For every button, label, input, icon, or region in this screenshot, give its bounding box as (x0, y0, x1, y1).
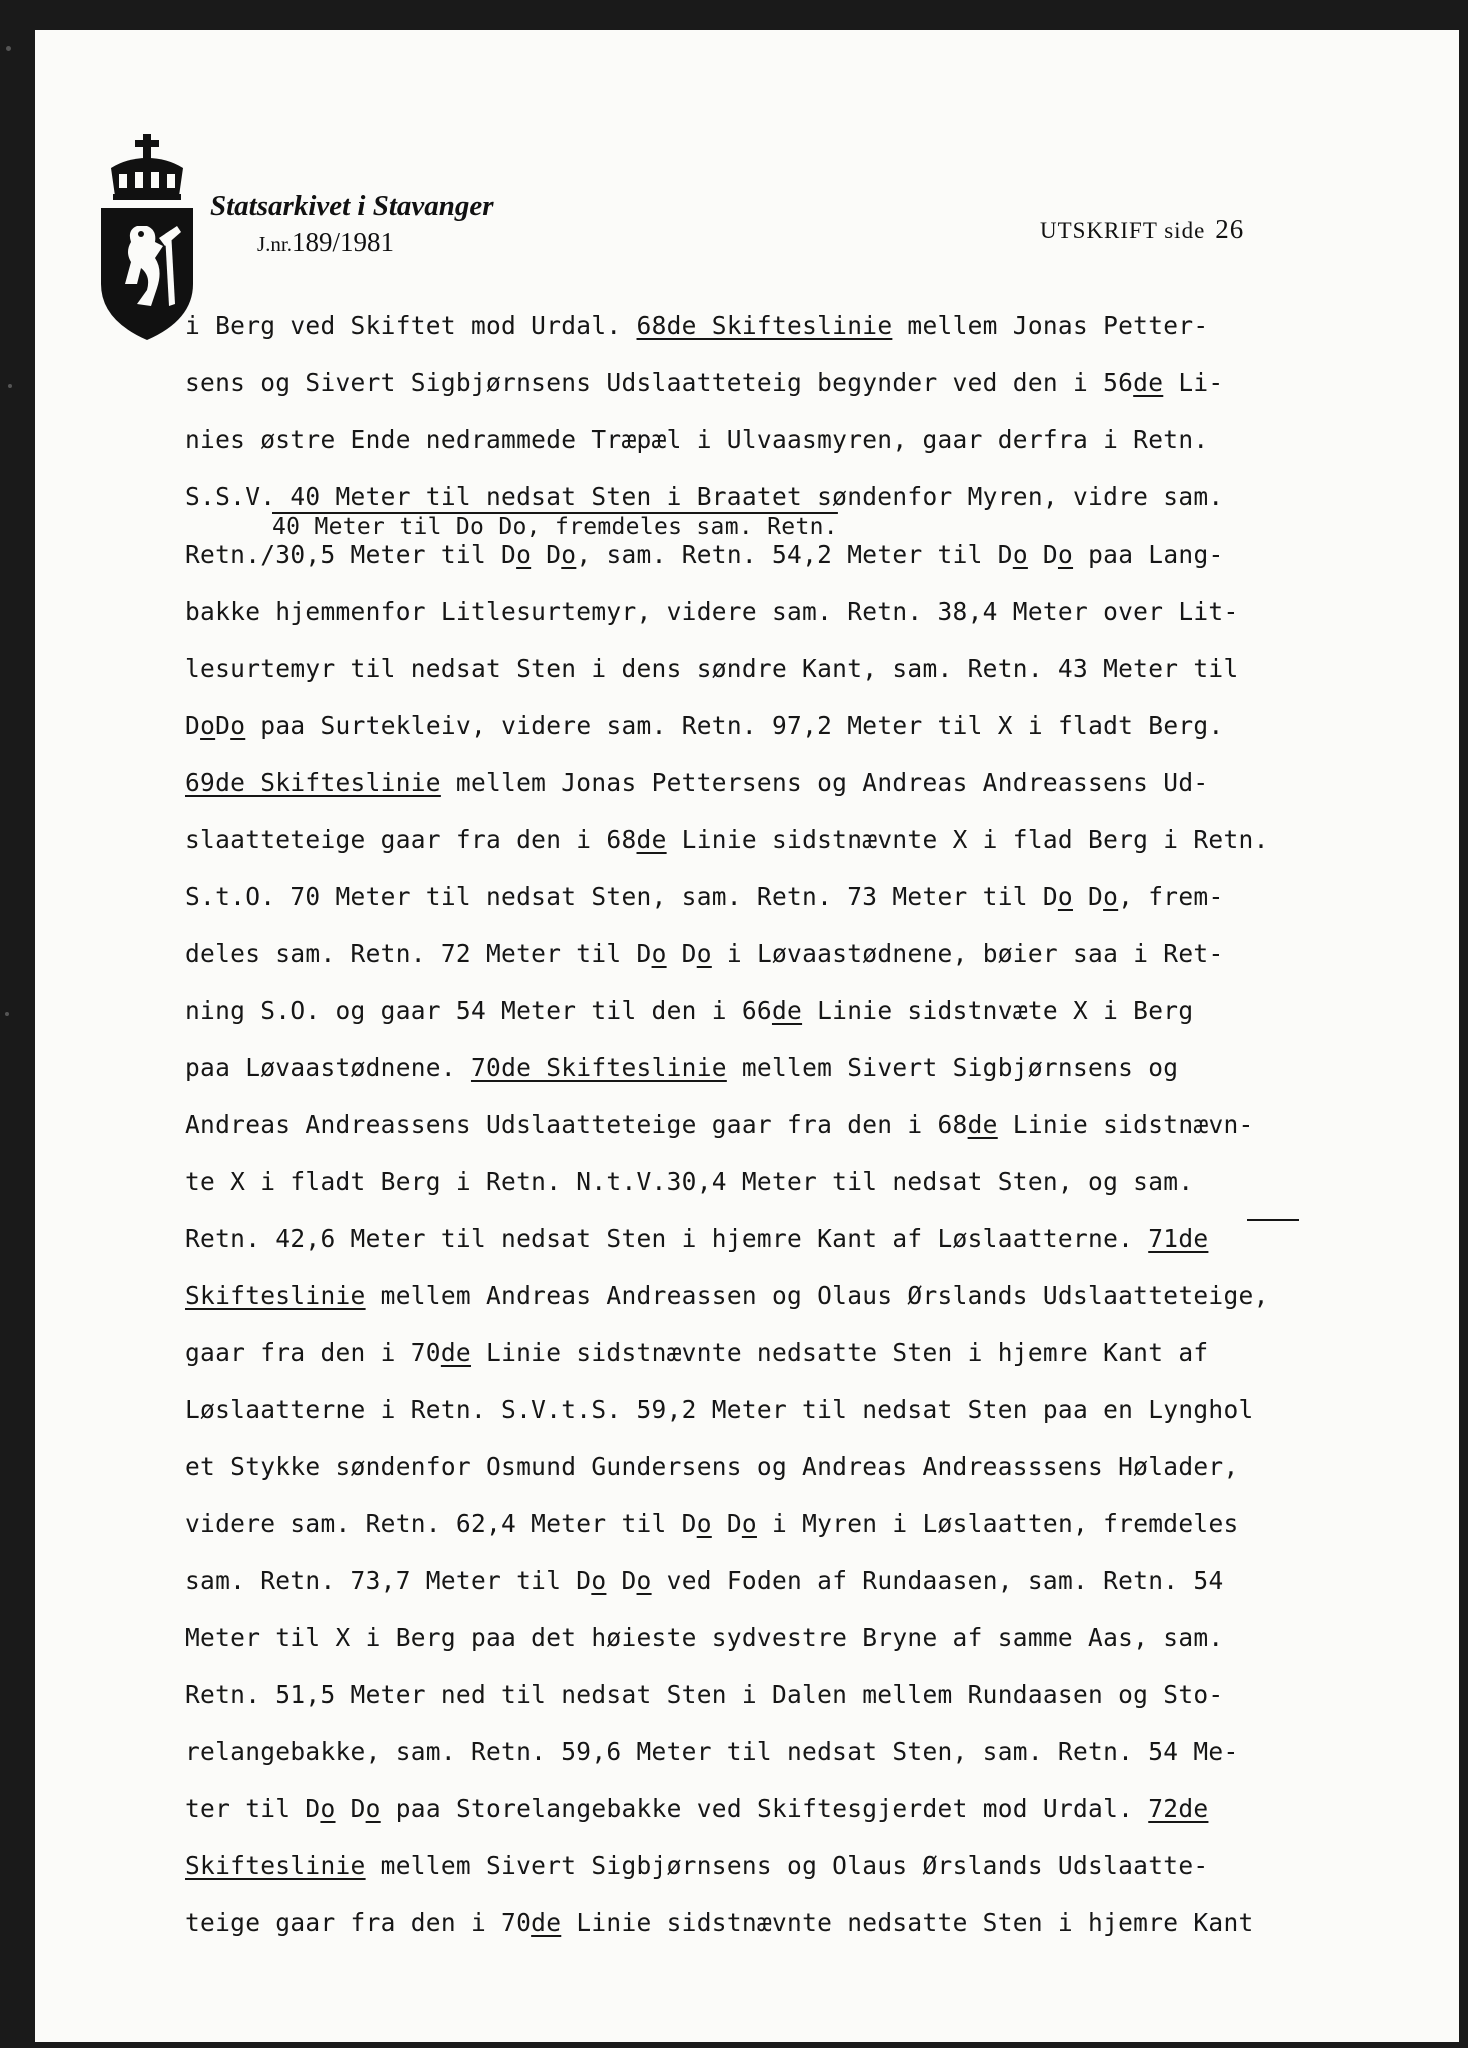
underlined-text: o (696, 939, 712, 968)
journal-label: J.nr. (257, 232, 293, 256)
inserted-text: 40 Meter til Do Do, fremdeles sam. Retn. (272, 514, 838, 540)
text-line (185, 1452, 1239, 1481)
scan-speck (6, 46, 11, 51)
underlined-text: de (440, 1338, 471, 1367)
text-line (185, 1053, 1178, 1082)
underline-mark (1247, 1219, 1299, 1221)
text-segment: , frem- (1118, 882, 1224, 911)
archive-name: Statsarkivet i Stavanger (210, 190, 494, 222)
text-line (185, 425, 1208, 454)
text-segment: D (531, 540, 562, 569)
text-line (185, 311, 1208, 340)
text-line (185, 1509, 1239, 1538)
text-segment: ter til D (185, 1794, 321, 1823)
text-segment: Retn./30,5 Meter til D (185, 540, 517, 569)
text-segment: D (215, 711, 231, 740)
journal-number: 189/1981 (292, 227, 395, 257)
underlined-text: o (230, 711, 246, 740)
text-segment: Linie sidstnævnte nedsatte Sten i hjemre Kant (561, 1908, 1254, 1937)
text-segment: mellem Jonas Petter- (892, 311, 1209, 340)
text-line (185, 1737, 1239, 1766)
underlined-text: o (636, 1566, 652, 1595)
underlined-text: 68de Skifteslinie (636, 311, 893, 340)
text-line (185, 1794, 1208, 1823)
underlined-text: o (1057, 540, 1074, 569)
underlined-text: Skifteslinie (185, 1281, 366, 1310)
text-line (185, 368, 1223, 397)
text-segment: D (606, 1566, 637, 1595)
text-segment: Retn. 42,6 Meter til nedsat Sten i hjemre Kant af Løslaatterne. (185, 1224, 1149, 1253)
text-line (272, 514, 838, 540)
text-segment: et Stykke søndenfor Osmund Gundersens og Andreas Andreasssens Hølader, (185, 1452, 1239, 1481)
underlined-text: o (741, 1509, 757, 1538)
text-line (185, 711, 1224, 740)
text-segment: bakke hjemmenfor Litlesurtemyr, videre sam. Retn. 38,4 Meter over Lit- (185, 597, 1239, 626)
text-line (185, 1110, 1254, 1139)
text-segment: relangebakke, sam. Retn. 59,6 Meter til nedsat Sten, sam. Retn. 54 Me- (185, 1737, 1239, 1766)
text-line (185, 540, 1224, 569)
text-segment: D (1027, 540, 1058, 569)
scan-speck (8, 384, 12, 388)
text-segment: sam. Retn. 73,7 Meter til D (185, 1566, 592, 1595)
underlined-text: o (320, 1794, 336, 1823)
text-segment: Løslaatterne i Retn. S.V.t.S. 59,2 Meter til nedsat Sten paa en Lynghol (185, 1395, 1254, 1424)
text-segment: Linie sidstnævnte nedsatte Sten i hjemre Kant af (470, 1338, 1209, 1367)
text-segment: teige gaar fra den i 70 (185, 1908, 532, 1937)
underlined-text: de (771, 996, 803, 1025)
text-line (185, 882, 1224, 911)
text-segment: Li- (1163, 368, 1224, 397)
text-line (185, 1623, 1223, 1652)
underlined-text: 70de Skifteslinie (470, 1053, 727, 1082)
underlined-text: de (967, 1110, 998, 1139)
scan-speck (5, 1012, 9, 1016)
text-segment: Retn. 51,5 Meter ned til nedsat Sten i Dalen mellem Rundaasen og Sto- (185, 1680, 1224, 1709)
underlined-text: de (531, 1908, 562, 1937)
text-line (185, 1566, 1224, 1595)
underlined-text: o (365, 1794, 381, 1823)
text-segment: i Myren i Løslaatten, fremdeles (756, 1509, 1239, 1538)
text-line (185, 482, 1223, 511)
underlined-text: de (1133, 368, 1164, 397)
text-segment: mellem Jonas Pettersens og Andreas Andreassens Ud- (440, 768, 1209, 797)
text-line (185, 597, 1239, 626)
text-segment: D (1072, 882, 1104, 911)
underlined-text: 69de Skifteslinie (185, 768, 441, 797)
text-segment: paa Løvaastødnene. (185, 1053, 471, 1082)
text-segment: Andreas Andreassens Udslaatteteige gaar fra den i 68 (185, 1110, 968, 1139)
text-segment: D (185, 711, 201, 740)
underlined-text: o (1057, 882, 1073, 911)
text-line (185, 825, 1269, 854)
underlined-text: o (516, 540, 532, 569)
text-line (185, 768, 1208, 797)
text-segment: videre sam. Retn. 62,4 Meter til D (185, 1509, 697, 1538)
letterhead (35, 30, 1459, 330)
underlined-text: 72de (1148, 1794, 1209, 1823)
text-segment: paa Lang- (1073, 540, 1224, 569)
text-segment: mellem Andreas Andreassen og Olaus Ørslands Udslaatteteige, (365, 1281, 1269, 1310)
text-segment: gaar fra den i 70 (185, 1338, 441, 1367)
text-segment: Linie sidstnævn- (997, 1110, 1254, 1139)
text-segment: D (335, 1794, 366, 1823)
document-page (35, 30, 1459, 2042)
text-line (185, 1851, 1208, 1880)
text-segment: paa Storelangebakke ved Skiftesgjerdet mod Urdal. (380, 1794, 1149, 1823)
underlined-text: o (1103, 882, 1119, 911)
text-segment: D (666, 939, 697, 968)
underlined-text: o (591, 1566, 607, 1595)
underlined-text: o (561, 540, 577, 569)
text-segment: nies østre Ende nedrammede Træpæl i Ulvaasmyren, gaar derfra i Retn. (185, 425, 1209, 454)
text-line (185, 1680, 1223, 1709)
text-line (185, 996, 1193, 1025)
text-line (185, 1281, 1269, 1310)
coat-of-arms-icon (97, 134, 197, 344)
text-segment: Linie sidstnvæte X i Berg (802, 996, 1194, 1025)
text-segment: slaatteteige gaar fra den i 68 (185, 825, 637, 854)
text-segment: S.S.V. 40 Meter til nedsat Sten i Braatet søndenfor Myren, vidre sam. (185, 482, 1224, 511)
text-segment: ning S.O. og gaar 54 Meter til den i 66 (185, 996, 772, 1025)
text-segment: S.t.O. 70 Meter til nedsat Sten, sam. Retn. 73 Meter til D (185, 882, 1058, 911)
text-line (185, 939, 1224, 968)
underlined-text: Skifteslinie (185, 1851, 366, 1880)
text-segment: mellem Sivert Sigbjørnsens og Olaus Ørslands Udslaatte- (365, 1851, 1209, 1880)
utskrift-line (1040, 214, 1244, 245)
underlined-text: o (200, 711, 216, 740)
text-segment: i Løvaastødnene, bøier saa i Ret- (711, 939, 1224, 968)
text-line (185, 1338, 1208, 1367)
text-segment: D (711, 1509, 742, 1538)
underlined-text: o (696, 1509, 712, 1538)
underlined-text: o (651, 939, 667, 968)
utskrift-label: UTSKRIFT side (1040, 218, 1206, 243)
text-line (185, 1908, 1254, 1937)
page-number: 26 (1215, 214, 1245, 244)
text-segment: te X i fladt Berg i Retn. N.t.V.30,4 Meter til nedsat Sten, og sam. (185, 1167, 1194, 1196)
text-line (185, 1395, 1254, 1424)
text-segment: deles sam. Retn. 72 Meter til D (185, 939, 652, 968)
text-segment: mellem Sivert Sigbjørnsens og (726, 1053, 1179, 1082)
journal-number-line (257, 227, 394, 258)
text-segment: Linie sidstnævnte X i flad Berg i Retn. (666, 825, 1269, 854)
underlined-text: de (636, 825, 667, 854)
text-line (185, 1167, 1193, 1196)
text-line (185, 654, 1239, 683)
text-line (185, 1224, 1208, 1253)
text-segment: i Berg ved Skiftet mod Urdal. (185, 311, 637, 340)
text-segment: Meter til X i Berg paa det høieste sydvestre Bryne af samme Aas, sam. (185, 1623, 1224, 1652)
text-segment: lesurtemyr til nedsat Sten i dens søndre Kant, sam. Retn. 43 Meter til (185, 654, 1239, 683)
underlined-text: o (1012, 540, 1028, 569)
underlined-text: 71de (1148, 1224, 1209, 1253)
text-segment: sens og Sivert Sigbjørnsens Udslaatteteig begynder ved den i 56 (185, 368, 1134, 397)
text-segment: ved Foden af Rundaasen, sam. Retn. 54 (651, 1566, 1224, 1595)
text-segment: paa Surtekleiv, videre sam. Retn. 97,2 Meter til X i fladt Berg. (245, 711, 1224, 740)
text-segment: , sam. Retn. 54,2 Meter til D (576, 540, 1013, 569)
